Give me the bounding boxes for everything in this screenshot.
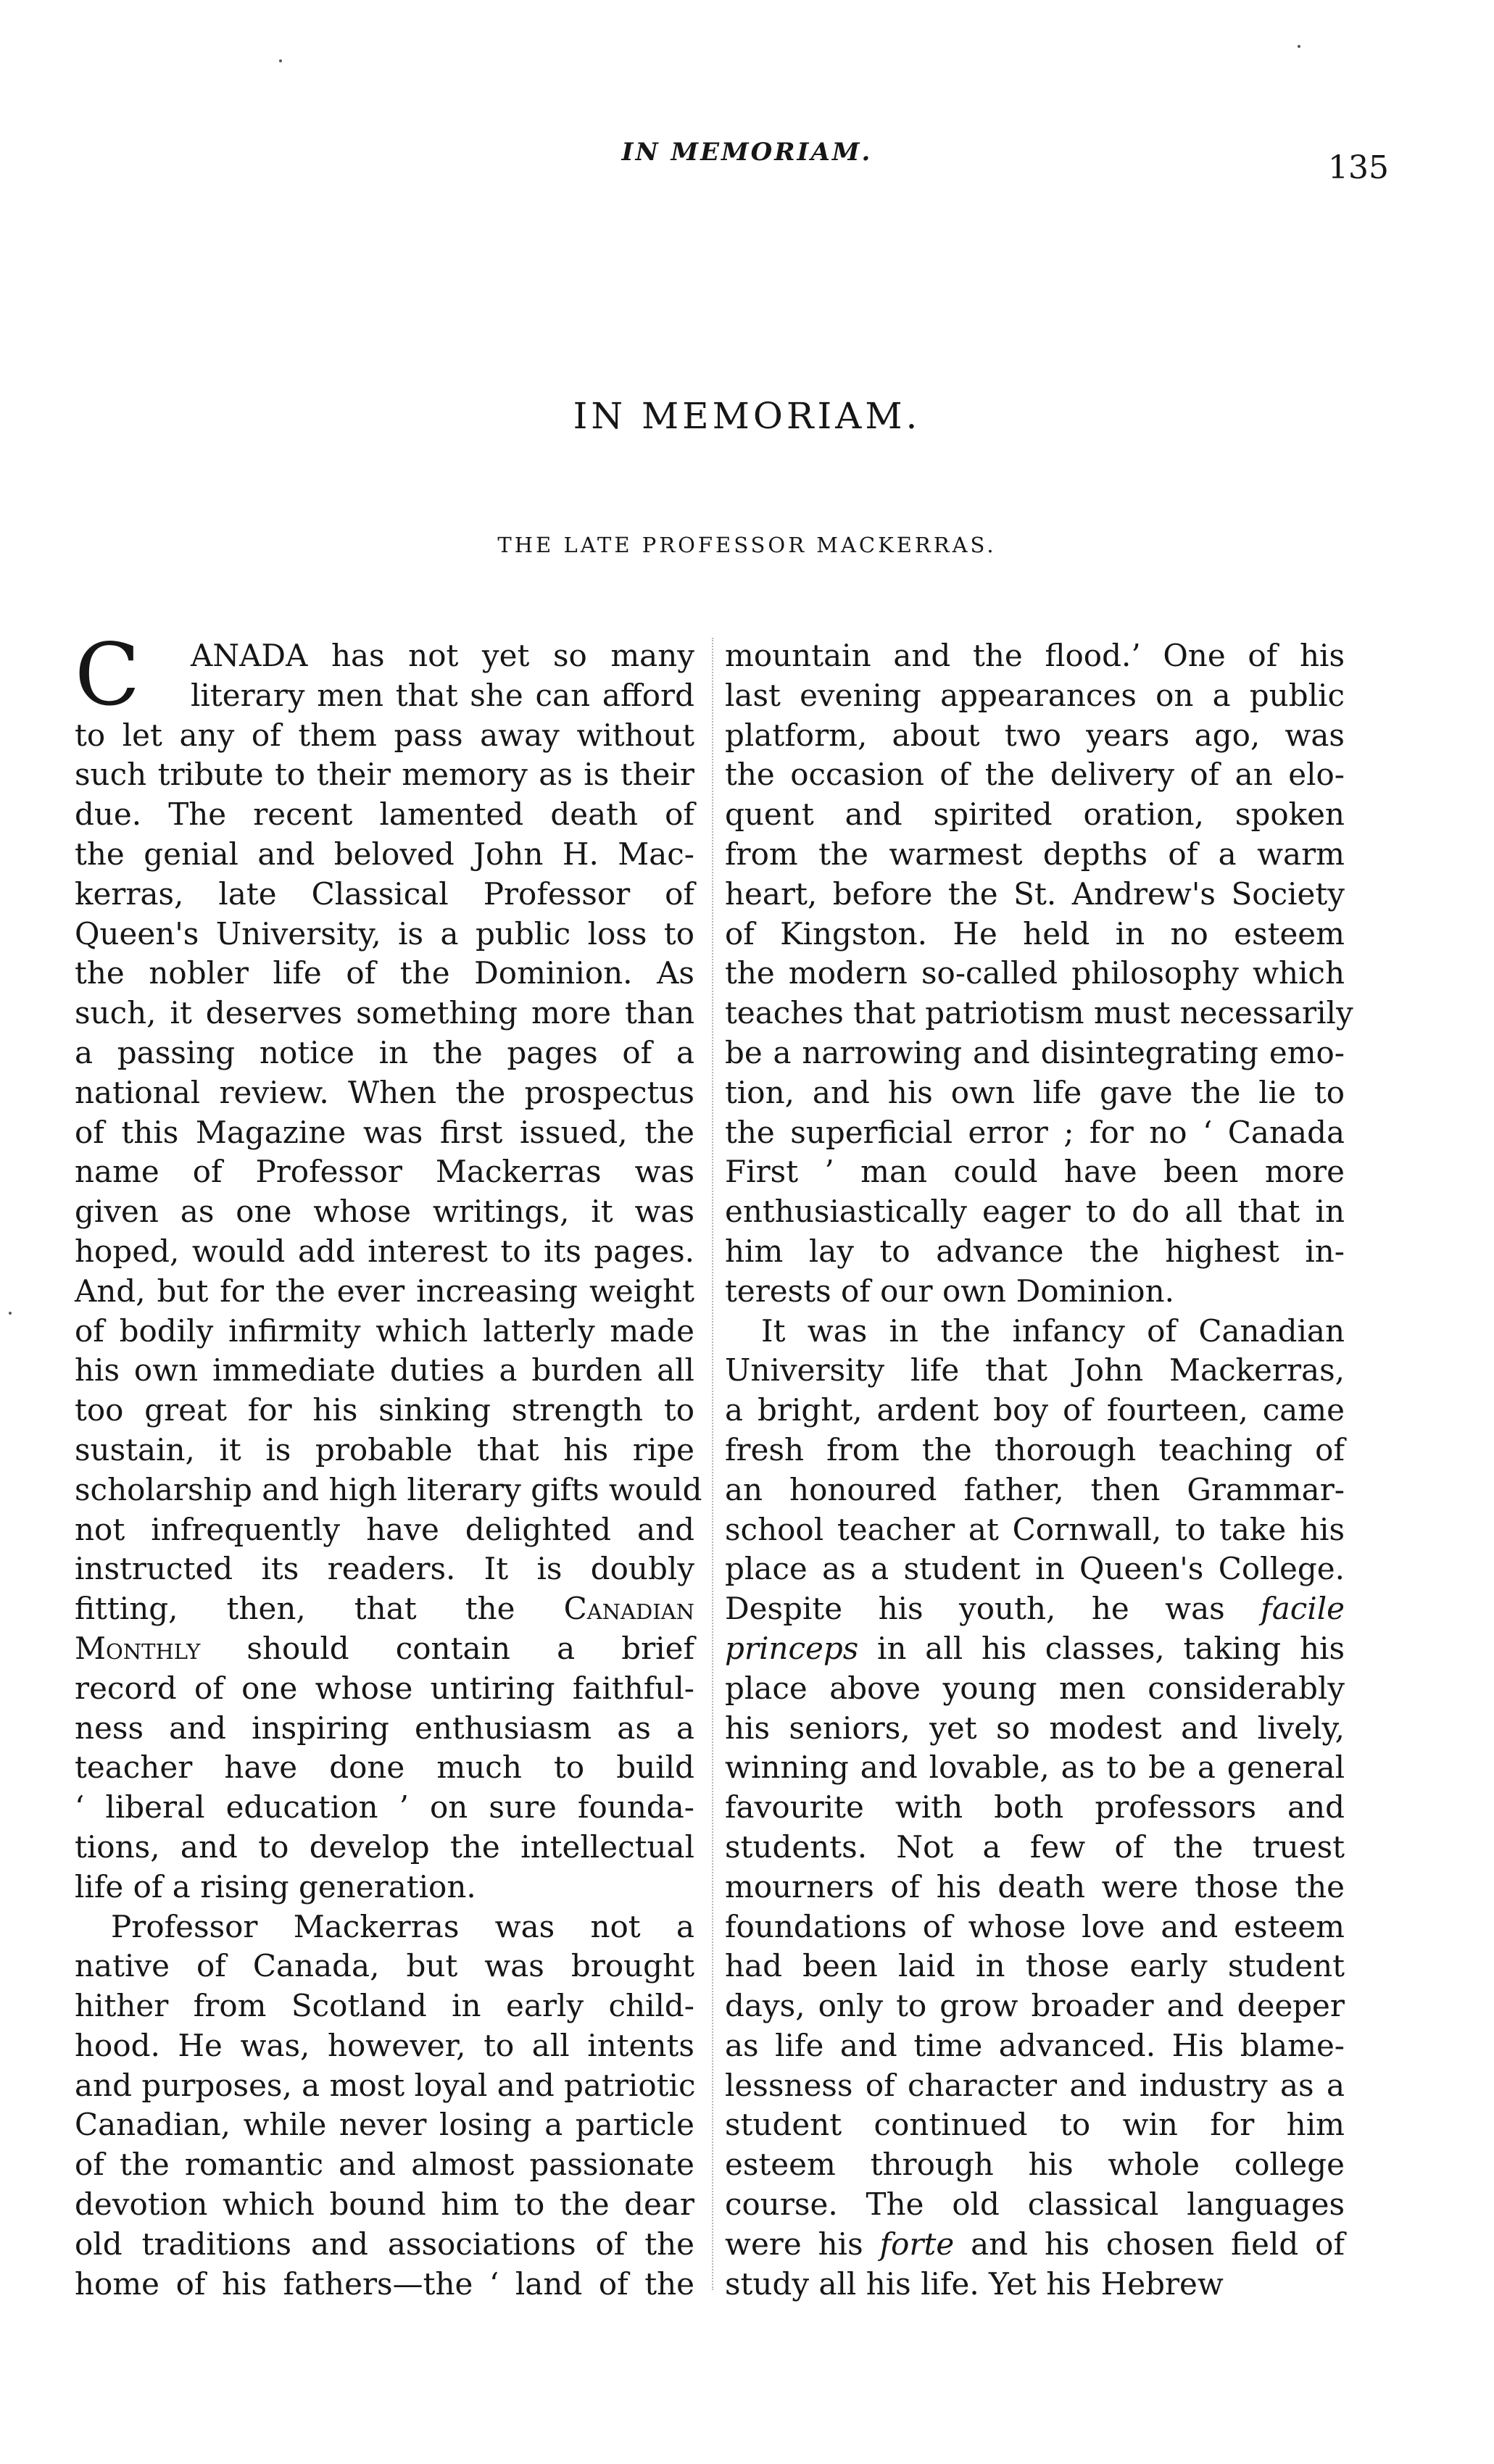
text-line: tions, and to develop the intellectual (75, 1828, 694, 1865)
italic-word: facile (1261, 1591, 1345, 1627)
column-divider (712, 638, 713, 2290)
text-line: of Kingston. He held in no esteem (725, 915, 1345, 952)
text-line: And, but for the ever increasing weight (75, 1273, 694, 1309)
text-line: foundations of whose love and esteem (725, 1908, 1345, 1944)
text-line: his seniors, yet so modest and lively, (725, 1710, 1345, 1746)
text-line: old traditions and associations of the (75, 2226, 694, 2262)
text-line: Canadian, while never losing a particle (75, 2107, 694, 2143)
text-line: devotion which bound him to the dear (75, 2186, 694, 2223)
text-line: terests of our own Dominion. (725, 1273, 1174, 1309)
italic-word: princeps (725, 1630, 859, 1666)
text-line: of this Magazine was first issued, the (75, 1114, 694, 1150)
text-line: name of Professor Mackerras was (75, 1154, 694, 1190)
text-line: platform, about two years ago, was (725, 717, 1345, 753)
text-line: his own immediate duties a burden all (75, 1352, 694, 1389)
text-line: quent and spirited oration, spoken (725, 796, 1345, 833)
text-line: study all his life. Yet his Hebrew (725, 2265, 1224, 2302)
text-line: enthusiastically eager to do all that in (725, 1194, 1345, 1230)
right-column (725, 636, 1353, 2304)
text-line: him lay to advance the highest in- (725, 1233, 1345, 1269)
text-line: given as one whose writings, it was (75, 1194, 694, 1230)
text-line: of bodily infirmity which latterly made (75, 1312, 694, 1349)
text-line: the nobler life of the Dominion. As (75, 955, 694, 991)
text-line: the modern so-called philosophy which (725, 955, 1345, 991)
text-segment: fitting, then, that the (75, 1591, 515, 1627)
drop-cap: C (75, 625, 141, 725)
text-line: teacher have done much to build (75, 1749, 694, 1786)
text-line: life of a rising generation. (75, 1868, 476, 1905)
text-line: the superficial error ; for no ‘ Canada (725, 1114, 1345, 1150)
text-line: to let any of them pass away without (75, 717, 694, 753)
text-segment: in all his classes, taking his (877, 1630, 1345, 1666)
text-line: such, it deserves something more than (75, 995, 694, 1031)
text-line: esteem through his whole college (725, 2147, 1345, 2183)
text-line: favourite with both professors and (725, 1789, 1345, 1826)
text-line: of the romantic and almost passionate (75, 2147, 694, 2183)
text-line: teaches that patriotism must necessarily (725, 995, 1353, 1031)
text-line: ness and inspiring enthusiasm as a (75, 1710, 694, 1746)
text-line: tion, and his own life gave the lie to (725, 1074, 1345, 1110)
text-line (725, 2225, 1345, 2265)
scan-speck (9, 1312, 12, 1315)
text-line: last evening appearances on a public (725, 677, 1345, 713)
text-line: record of one whose untiring faithful- (75, 1670, 694, 1706)
text-line: scholarship and high literary gifts would (75, 1471, 702, 1507)
text-line: the occasion of the delivery of an elo- (725, 757, 1345, 793)
text-line: a passing notice in the pages of a (75, 1034, 694, 1070)
text-line: student continued to win for him (725, 2107, 1345, 2143)
text-line: kerras, late Classical Professor of (75, 875, 694, 912)
text-line: place above young men considerably (725, 1670, 1345, 1706)
text-line: winning and lovable, as to be a general (725, 1749, 1345, 1786)
text-segment: Despite his youth, he was (725, 1591, 1225, 1627)
text-segment: were his (725, 2226, 863, 2262)
text-line: instructed its readers. It is doubly (75, 1551, 694, 1587)
text-line: be a narrowing and disintegrating emo- (725, 1034, 1345, 1070)
text-line: days, only to grow broader and deeper (725, 1988, 1345, 2024)
text-line (75, 1629, 694, 1669)
text-line: place as a student in Queen's College. (725, 1551, 1345, 1587)
running-head: IN MEMORIAM. (621, 138, 873, 167)
text-line: had been laid in those early student (725, 1948, 1345, 1984)
text-line: an honoured father, then Grammar- (725, 1471, 1345, 1507)
text-line: mountain and the flood.’ One of his (725, 638, 1345, 673)
text-segment: should contain a brief (246, 1630, 694, 1666)
scan-speck (1298, 45, 1300, 48)
text-line: Queen's University, is a public loss to (75, 915, 694, 952)
text-segment: and his chosen field of (971, 2226, 1345, 2262)
text-line: as life and time advanced. His blame- (725, 2027, 1345, 2063)
left-column (75, 636, 702, 2304)
text-line (725, 1629, 1345, 1669)
magazine-name: Monthly (75, 1630, 201, 1666)
text-line: lessness of character and industry as a (725, 2067, 1345, 2103)
text-line: literary men that she can afford (191, 677, 694, 713)
text-line: hither from Scotland in early child- (75, 1988, 694, 2024)
text-line: native of Canada, but was brought (75, 1948, 694, 1984)
text-line: national review. When the prospectus (75, 1074, 694, 1110)
text-line (75, 1589, 694, 1629)
text-line: such tribute to their memory as is their (75, 757, 694, 793)
text-line: hood. He was, however, to all intents (75, 2027, 694, 2063)
text-line: due. The recent lamented death of (75, 796, 694, 833)
text-line: sustain, it is probable that his ripe (75, 1431, 694, 1468)
text-line: from the warmest depths of a warm (725, 836, 1345, 872)
magazine-name: Canadian (563, 1591, 694, 1627)
page-number: 135 (1328, 149, 1389, 186)
text-line: and purposes, a most loyal and patriotic (75, 2067, 696, 2103)
text-line: hoped, would add interest to its pages. (75, 1233, 694, 1269)
text-line: Professor Mackerras was not a (111, 1908, 694, 1944)
text-line: First ’ man could have been more (725, 1154, 1345, 1190)
text-line: not infrequently have delighted and (75, 1511, 694, 1547)
text-line (725, 1589, 1345, 1629)
text-line: ‘ liberal education ’ on sure founda- (75, 1789, 694, 1826)
text-line: home of his fathers—the ‘ land of the (75, 2265, 694, 2302)
text-line: heart, before the St. Andrew's Society (725, 875, 1345, 912)
text-line: ANADA has not yet so many (191, 638, 694, 673)
text-line: fresh from the thorough teaching of (725, 1431, 1345, 1468)
text-line: It was in the infancy of Canadian (761, 1312, 1345, 1349)
text-line: a bright, ardent boy of fourteen, came (725, 1392, 1345, 1428)
italic-word: forte (879, 2226, 955, 2262)
article-title: IN MEMORIAM. (573, 395, 921, 437)
text-line: mourners of his death were those the (725, 1868, 1345, 1905)
text-line: school teacher at Cornwall, to take his (725, 1511, 1345, 1547)
text-line: the genial and beloved John H. Mac- (75, 836, 694, 872)
scan-speck (279, 59, 282, 62)
text-line: University life that John Mackerras, (725, 1352, 1345, 1389)
text-line: course. The old classical languages (725, 2186, 1345, 2223)
text-line: students. Not a few of the truest (725, 1828, 1345, 1865)
article-subtitle: THE LATE PROFESSOR MACKERRAS. (497, 533, 997, 557)
text-line: too great for his sinking strength to (75, 1392, 694, 1428)
